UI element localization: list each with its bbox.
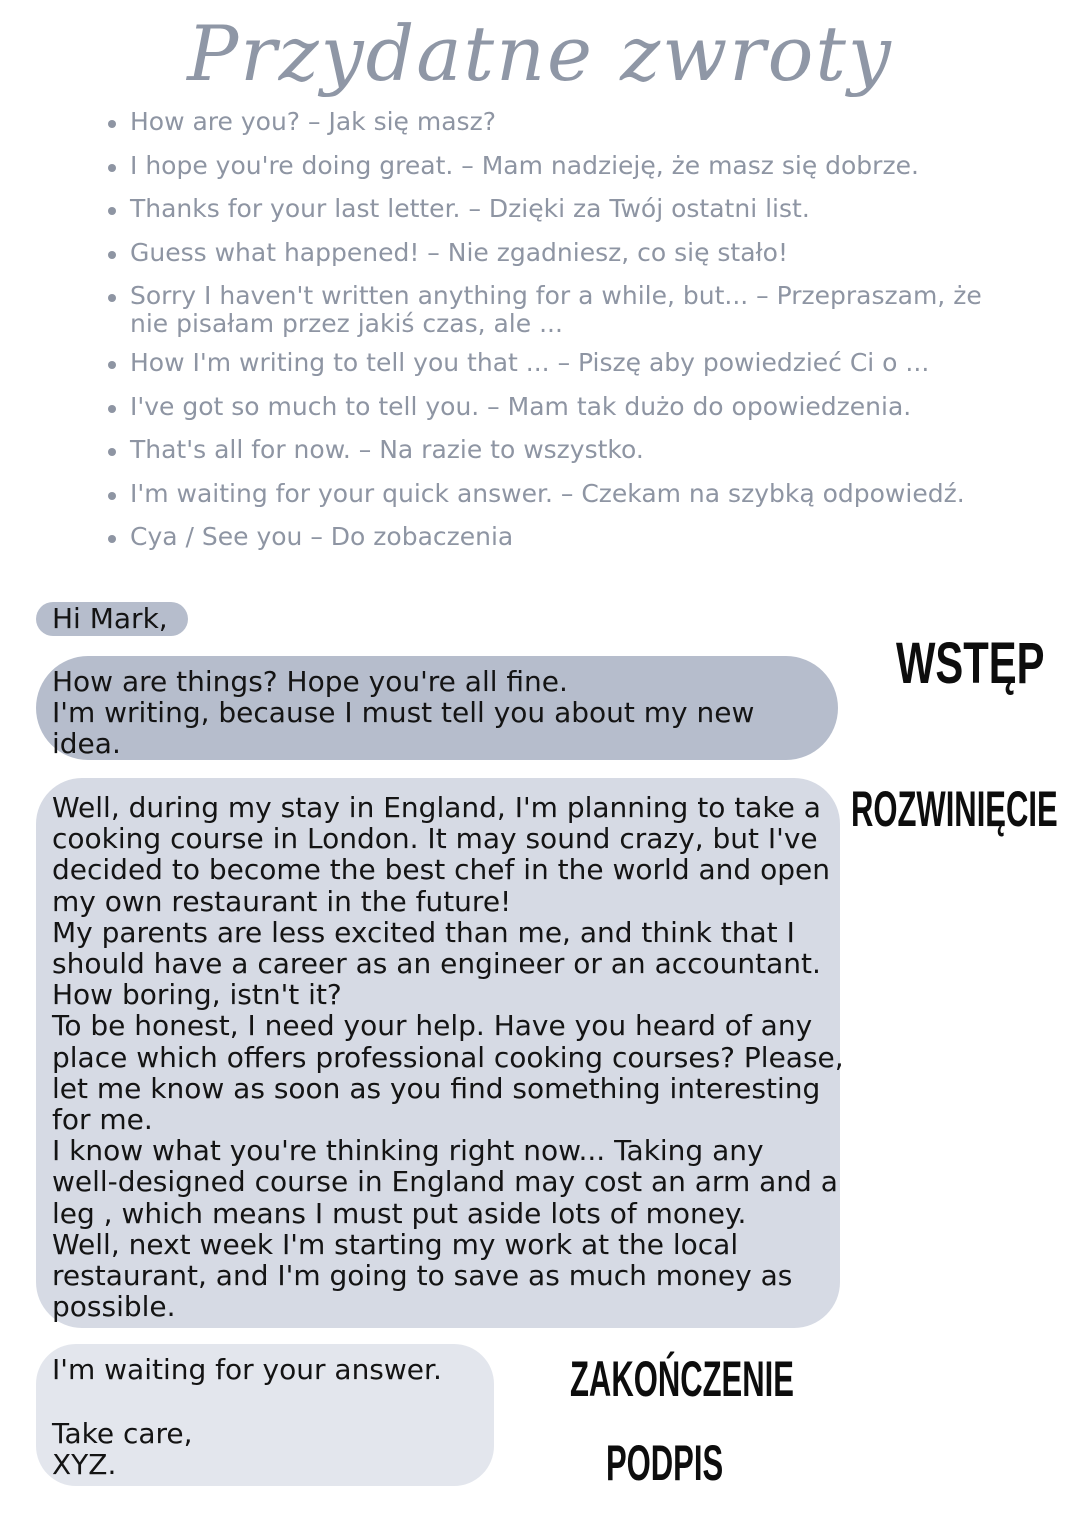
bullet-icon [108,448,116,456]
phrase-item: That's all for now. – Na razie to wszystko. [106,436,1046,464]
bullet-icon [108,251,116,259]
phrase-item: I'm waiting for your quick answer. – Czekam na szybką odpowiedź. [106,480,1046,508]
section-label-intro: WSTĘP [896,631,1045,696]
letter-greeting: Hi Mark, [52,602,168,635]
phrase-item: Cya / See you – Do zobaczenia [106,523,1046,551]
phrase-item: I've got so much to tell you. – Mam tak dużo do opowiedzenia. [106,393,1046,421]
letter-intro: How are things? Hope you're all fine. I'm writing, because I must tell you about my new idea. [52,665,755,761]
bullet-icon [108,405,116,413]
section-label-body: ROZWINIĘCIE [851,781,1058,837]
phrase-item: Thanks for your last letter. – Dzięki za Twój ostatni list. [106,195,1046,223]
phrase-item: Sorry I haven't written anything for a while, but... – Przepraszam, że nie pisałam przez jakiś czas, ale ... [106,282,1046,338]
bullet-icon [108,207,116,215]
bullet-icon [108,361,116,369]
letter-closing: I'm waiting for your answer. [52,1353,442,1386]
bullet-icon [108,120,116,128]
letter-sign-off: Take care, XYZ. [52,1417,193,1482]
useful-phrases-list [106,108,1046,567]
bullet-icon [108,492,116,500]
letter-body: Well, during my stay in England, I'm planning to take a cooking course in London. It may sound crazy, but I've decided to become the best chef in the world and open my own restaurant in the future! My parents are less excited than me, and think that I should have a career as an engineer or an accountant. How boring, istn't it? To be honest, I need your help. Have you heard of any place which offers professional cooking courses? Please, let me know as soon as you find something interesting for me. I know what you're thinking right now... Taking any well-designed course in England may cost an arm and a leg , which means I must put aside lots of money. Well, next week I'm starting my work at the local restaurant, and I'm going to save as much money as possible. [52,791,844,1324]
bullet-icon [108,294,116,302]
phrase-item: I hope you're doing great. – Mam nadzieję, że masz się dobrze. [106,152,1046,180]
page-title: Przydatne zwroty [187,9,893,98]
phrase-item: How are you? – Jak się masz? [106,108,1046,136]
phrase-item: How I'm writing to tell you that ... – Piszę aby powiedzieć Ci o ... [106,349,1046,377]
phrase-item: Guess what happened! – Nie zgadniesz, co się stało! [106,239,1046,267]
bullet-icon [108,535,116,543]
section-label-signature: PODPIS [606,1435,724,1491]
section-label-ending: ZAKOŃCZENIE [570,1351,794,1407]
bullet-icon [108,164,116,172]
